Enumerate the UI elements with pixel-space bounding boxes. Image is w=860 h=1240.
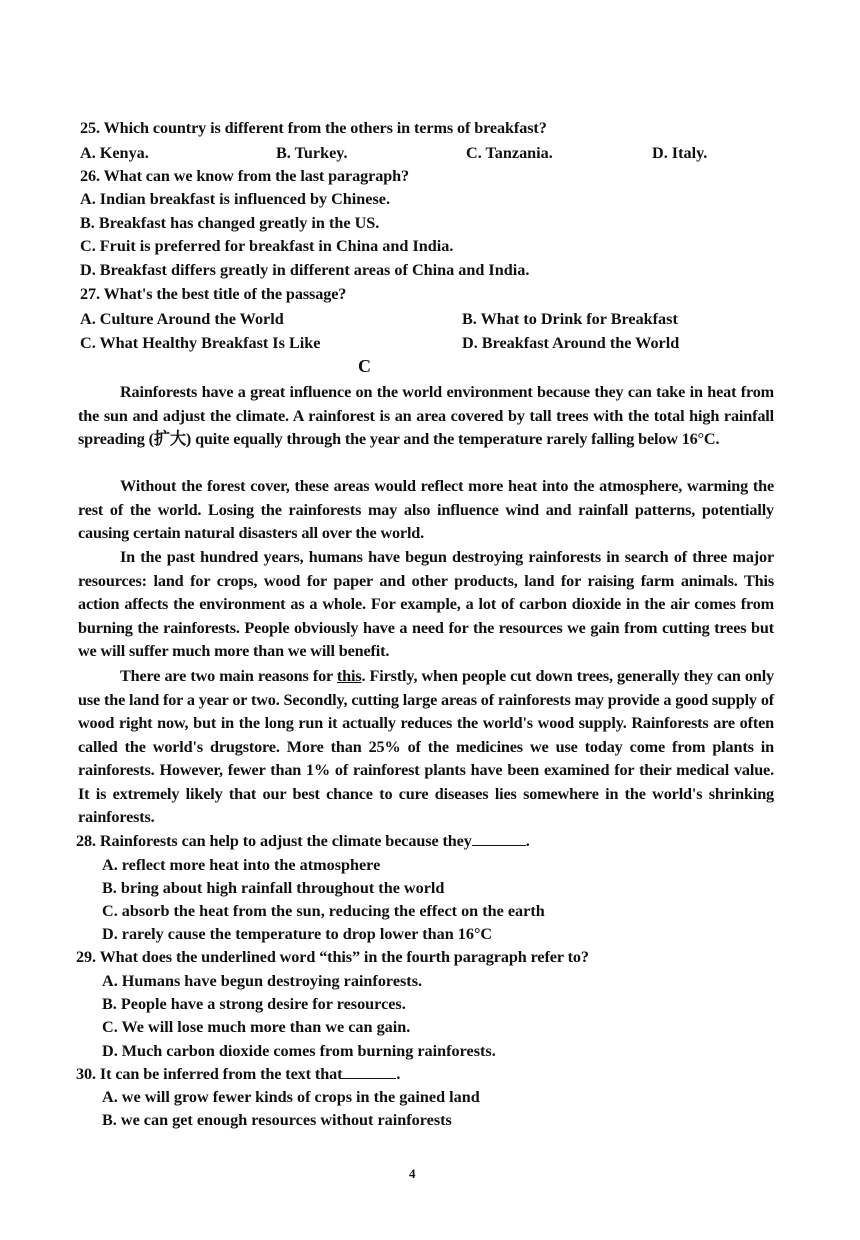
q30-end: . — [396, 1065, 401, 1083]
question-29: 29. What does the underlined word “this” in the fourth paragraph refer to? — [76, 948, 589, 966]
q28-option-d: D. rarely cause the temperature to drop lower than 16°C — [102, 925, 493, 943]
q29-option-b: B. People have a strong desire for resources. — [102, 995, 406, 1013]
q27-option-c: C. What Healthy Breakfast Is Like — [80, 334, 321, 352]
section-heading: C — [358, 356, 371, 376]
passage-paragraph-1: Rainforests have a great influence on the world environment because they can take in heat from the sun and adjust the climate. A rainforest is an area covered by tall trees with the total high rainfall spreading (扩大) quite equally through the year and the temperature rarely falling below 16°C. — [78, 383, 774, 448]
answer-blank — [472, 831, 526, 846]
q26-option-a: A. Indian breakfast is influenced by Chinese. — [80, 190, 391, 208]
passage-paragraph-3: In the past hundred years, humans have begun destroying rainforests in search of three major resources: land for crops, wood for paper and other products, land for raising farm animals. This action affects the environment as a whole. For example, a lot of carbon dioxide in the air comes from burning the rainforests. People obviously have a need for the resources we gain from cutting trees but we will suffer much more than we will benefit. — [78, 548, 774, 660]
paragraph-4-start: There are two main reasons for — [120, 667, 337, 685]
q30-text: 30. It can be inferred from the text that — [76, 1065, 343, 1083]
paragraph-4-rest: . Firstly, when people cut down trees, generally they can only use the land for a year or two. Secondly, cutting large areas of rainforests may provide a good supply of wood right now, but in the long run it actually reduces the world's wood supply. Rainforests are often called the world's drugstore. More than 25% of the medicines we use today come from plants in rainforests. However, fewer than 1% of rainforest plants have been examined for their medical value. It is extremely likely that our best chance to cure diseases lies somewhere in the world's shrinking rainforests. — [78, 667, 774, 826]
q30-option-b: B. we can get enough resources without rainforests — [102, 1111, 452, 1129]
page-number: 4 — [409, 1166, 416, 1181]
q28-text: 28. Rainforests can help to adjust the climate because they — [76, 832, 472, 850]
q27-option-d: D. Breakfast Around the World — [462, 334, 680, 352]
q25-option-c: C. Tanzania. — [466, 144, 553, 162]
q26-option-d: D. Breakfast differs greatly in different areas of China and India. — [80, 261, 530, 279]
q28-option-b: B. bring about high rainfall throughout the world — [102, 879, 445, 897]
q27-option-b: B. What to Drink for Breakfast — [462, 310, 678, 328]
question-25: 25. Which country is different from the others in terms of breakfast? — [80, 119, 547, 137]
question-28 — [76, 830, 530, 853]
passage-paragraph-2: Without the forest cover, these areas would reflect more heat into the atmosphere, warming the rest of the world. Losing the rainforests may also influence wind and rainfall patterns, potentially causing certain natural disasters all over the world. — [78, 477, 774, 542]
q28-option-c: C. absorb the heat from the sun, reducing the effect on the earth — [102, 902, 545, 920]
q29-option-a: A. Humans have begun destroying rainforests. — [102, 972, 423, 990]
question-26: 26. What can we know from the last paragraph? — [80, 167, 410, 185]
q26-option-b: B. Breakfast has changed greatly in the US. — [80, 214, 380, 232]
q28-end: . — [525, 832, 530, 850]
q28-option-a: A. reflect more heat into the atmosphere — [102, 856, 381, 874]
underlined-word: this — [336, 667, 362, 685]
q26-option-c: C. Fruit is preferred for breakfast in China and India. — [80, 237, 454, 255]
q29-option-d: D. Much carbon dioxide comes from burning rainforests. — [102, 1042, 496, 1060]
passage-paragraph-4 — [78, 665, 774, 830]
q27-option-a: A. Culture Around the World — [80, 310, 284, 328]
q25-option-b: B. Turkey. — [276, 144, 348, 162]
q30-option-a: A. we will grow fewer kinds of crops in the gained land — [102, 1088, 480, 1106]
question-30 — [76, 1063, 400, 1086]
answer-blank — [342, 1064, 396, 1079]
q25-option-d: D. Italy. — [652, 144, 708, 162]
question-27: 27. What's the best title of the passage? — [80, 285, 347, 303]
q25-option-a: A. Kenya. — [80, 144, 149, 162]
q29-option-c: C. We will lose much more than we can gain. — [102, 1018, 411, 1036]
